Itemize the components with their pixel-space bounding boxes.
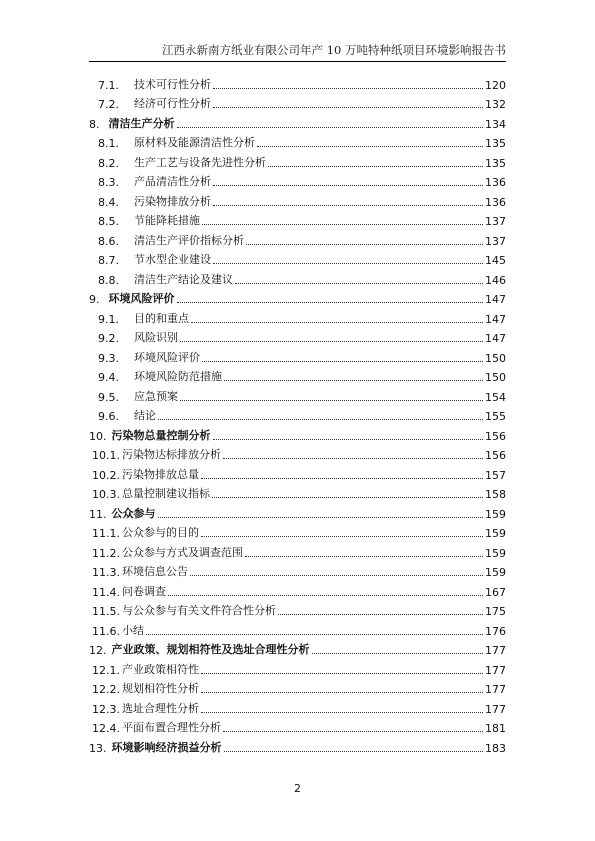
toc-section-entry[interactable]	[89, 404, 506, 424]
toc-entry-number: 12.1.	[92, 663, 120, 677]
toc-entry-page: 146	[485, 273, 506, 287]
toc-dot-leader	[201, 672, 483, 674]
toc-entry-page: 158	[485, 488, 506, 501]
toc-section-entry[interactable]	[89, 384, 506, 404]
toc-section-entry[interactable]	[89, 521, 506, 541]
toc-entry-title: 产业政策、规划相符性及选址合理性分析	[111, 643, 310, 656]
toc-entry-page: 181	[485, 722, 506, 735]
toc-entry-page: 159	[485, 507, 506, 521]
toc-section-entry[interactable]	[89, 618, 506, 638]
toc-entry-page: 175	[485, 605, 506, 618]
toc-entry-page: 176	[485, 624, 506, 638]
toc-entry-number: 8.5.	[98, 215, 119, 228]
toc-entry-number: 7.1.	[98, 78, 119, 92]
toc-section-entry[interactable]	[89, 92, 506, 112]
toc-entry-number: 11.6.	[92, 624, 120, 638]
toc-entry-number: 11.	[89, 507, 107, 521]
toc-entry-title: 环境风险防范措施	[134, 370, 222, 383]
toc-entry-page: 147	[485, 293, 506, 306]
toc-entry-title: 污染物排放分析	[134, 194, 211, 208]
toc-entry-page: 147	[485, 312, 506, 326]
toc-section-entry[interactable]	[89, 189, 506, 209]
toc-section-entry[interactable]	[89, 228, 506, 248]
toc-entry-number: 11.2.	[92, 546, 120, 560]
toc-section-entry[interactable]	[89, 72, 506, 92]
toc-dot-leader	[223, 730, 483, 732]
toc-entry-title: 清洁生产分析	[108, 116, 175, 130]
toc-entry-title: 目的和重点	[134, 311, 189, 325]
toc-dot-leader	[223, 457, 483, 459]
toc-section-entry[interactable]	[89, 209, 506, 229]
toc-section-entry[interactable]	[89, 326, 506, 346]
toc-dot-leader	[224, 750, 484, 752]
toc-entry-number: 9.3.	[98, 351, 119, 365]
toc-dot-leader	[177, 301, 484, 303]
toc-entry-title: 污染物达标排放分析	[122, 448, 221, 461]
toc-entry-title: 公众参与方式及调查范围	[122, 545, 243, 559]
toc-entry-page: 167	[485, 585, 506, 599]
toc-entry-page: 135	[485, 137, 506, 150]
toc-entry-number: 8.2.	[98, 156, 119, 170]
toc-entry-title: 环境影响经济损益分析	[111, 740, 222, 754]
toc-entry-number: 10.2.	[92, 468, 120, 482]
toc-entry-page: 156	[485, 449, 506, 462]
toc-section-entry[interactable]	[89, 131, 506, 151]
toc-entry-title: 小结	[122, 623, 144, 637]
toc-section-entry[interactable]	[89, 443, 506, 463]
toc-entry-title: 产业政策相符性	[122, 662, 199, 676]
toc-dot-leader	[202, 360, 483, 362]
toc-section-entry[interactable]	[89, 482, 506, 502]
toc-entry-title: 应急预案	[134, 389, 178, 403]
toc-entry-page: 147	[485, 332, 506, 345]
toc-section-entry[interactable]	[89, 150, 506, 170]
toc-chapter-entry[interactable]	[89, 638, 506, 658]
toc-entry-number: 9.6.	[98, 410, 119, 423]
page-number: 2	[294, 782, 301, 795]
toc-entry-title: 选址合理性分析	[122, 701, 199, 715]
toc-entry-number: 9.2.	[98, 332, 119, 345]
toc-dot-leader	[268, 165, 483, 167]
toc-entry-number: 9.4.	[98, 371, 119, 384]
toc-dot-leader	[246, 243, 483, 245]
toc-section-entry[interactable]	[89, 306, 506, 326]
toc-entry-title: 公众参与的目的	[122, 526, 199, 539]
toc-dot-leader	[213, 204, 483, 206]
toc-chapter-entry[interactable]	[89, 501, 506, 521]
toc-entry-title: 与公众参与有关文件符合性分析	[122, 604, 276, 617]
toc-section-entry[interactable]	[89, 599, 506, 619]
toc-dot-leader	[213, 184, 483, 186]
toc-section-entry[interactable]	[89, 267, 506, 287]
running-header: 江西永新南方纸业有限公司年产 10 万吨特种纸项目环境影响报告书	[89, 42, 506, 62]
toc-section-entry[interactable]	[89, 540, 506, 560]
toc-entry-page: 134	[485, 117, 506, 131]
toc-entry-number: 8.	[89, 117, 100, 131]
toc-entry-number: 9.	[89, 293, 100, 306]
toc-dot-leader	[180, 399, 483, 401]
toc-entry-number: 8.3.	[98, 176, 119, 189]
toc-dot-leader	[213, 106, 483, 108]
toc-entry-title: 经济可行性分析	[134, 97, 211, 110]
toc-dot-leader	[177, 126, 484, 128]
toc-dot-leader	[278, 613, 483, 615]
toc-entry-number: 10.3.	[92, 488, 120, 501]
toc-dot-leader	[212, 496, 483, 498]
toc-section-entry[interactable]	[89, 716, 506, 736]
toc-dot-leader	[201, 691, 483, 693]
toc-section-entry[interactable]	[89, 657, 506, 677]
toc-section-entry[interactable]	[89, 345, 506, 365]
toc-entry-title: 环境风险评价	[134, 350, 200, 364]
toc-dot-leader	[213, 87, 483, 89]
toc-entry-page: 137	[485, 234, 506, 248]
toc-entry-page: 159	[485, 566, 506, 579]
toc-entry-page: 137	[485, 215, 506, 228]
toc-section-entry[interactable]	[89, 462, 506, 482]
toc-entry-page: 145	[485, 254, 506, 267]
toc-entry-number: 8.6.	[98, 234, 119, 248]
toc-dot-leader	[201, 477, 483, 479]
toc-dot-leader	[201, 535, 483, 537]
toc-entry-title: 原材料及能源清洁性分析	[134, 136, 255, 149]
toc-entry-page: 156	[485, 429, 506, 443]
toc-entry-page: 159	[485, 527, 506, 540]
toc-entry-page: 159	[485, 546, 506, 560]
toc-dot-leader	[180, 340, 483, 342]
toc-entry-number: 9.5.	[98, 390, 119, 404]
toc-entry-title: 节能降耗措施	[134, 214, 200, 227]
toc-section-entry[interactable]	[89, 170, 506, 190]
toc-entry-page: 150	[485, 351, 506, 365]
toc-entry-title: 技术可行性分析	[134, 77, 211, 91]
toc-entry-number: 11.4.	[92, 585, 120, 599]
toc-entry-number: 8.4.	[98, 195, 119, 209]
toc-entry-title: 产品清洁性分析	[134, 175, 211, 188]
toc-dot-leader	[224, 379, 483, 381]
toc-section-entry[interactable]	[89, 365, 506, 385]
toc-dot-leader	[191, 321, 483, 323]
toc-entry-title: 总量控制建议指标	[122, 487, 210, 500]
toc-entry-title: 问卷调查	[122, 584, 166, 598]
toc-section-entry[interactable]	[89, 579, 506, 599]
toc-entry-number: 7.2.	[98, 98, 119, 111]
toc-entry-number: 11.3.	[92, 566, 120, 579]
toc-entry-title: 规划相符性分析	[122, 682, 199, 695]
toc-chapter-entry[interactable]	[89, 287, 506, 307]
toc-dot-leader	[158, 418, 483, 420]
toc-entry-page: 120	[485, 78, 506, 92]
toc-chapter-entry[interactable]	[89, 111, 506, 131]
table-of-contents	[89, 72, 506, 755]
toc-entry-number: 12.2.	[92, 683, 120, 696]
toc-entry-page: 177	[485, 702, 506, 716]
toc-entry-number: 8.7.	[98, 254, 119, 267]
toc-dot-leader	[202, 223, 483, 225]
toc-chapter-entry[interactable]	[89, 423, 506, 443]
toc-chapter-entry[interactable]	[89, 735, 506, 755]
toc-entry-title: 清洁生产评价指标分析	[134, 233, 244, 247]
toc-entry-number: 10.	[89, 429, 107, 443]
toc-entry-page: 177	[485, 644, 506, 657]
toc-entry-page: 183	[485, 741, 506, 755]
toc-dot-leader	[190, 574, 483, 576]
toc-entry-title: 污染物总量控制分析	[111, 428, 211, 442]
toc-dot-leader	[158, 516, 484, 518]
toc-entry-number: 12.3.	[92, 702, 120, 716]
toc-entry-title: 生产工艺与设备先进性分析	[134, 155, 266, 169]
toc-entry-page: 150	[485, 371, 506, 384]
toc-dot-leader	[146, 633, 483, 635]
toc-section-entry[interactable]	[89, 677, 506, 697]
toc-entry-number: 8.8.	[98, 273, 119, 287]
toc-entry-page: 136	[485, 176, 506, 189]
toc-entry-page: 154	[485, 390, 506, 404]
toc-entry-title: 环境信息公告	[122, 565, 188, 578]
toc-dot-leader	[312, 652, 484, 654]
toc-entry-title: 节水型企业建设	[134, 253, 211, 266]
toc-entry-title: 环境风险评价	[108, 292, 175, 305]
toc-entry-number: 11.1.	[92, 527, 120, 540]
toc-entry-number: 11.5.	[92, 605, 120, 618]
toc-entry-title: 清洁生产结论及建议	[134, 272, 233, 286]
toc-section-entry[interactable]	[89, 696, 506, 716]
toc-entry-number: 13.	[89, 741, 107, 755]
toc-entry-title: 结论	[134, 409, 156, 422]
toc-entry-number: 9.1.	[98, 312, 119, 326]
toc-entry-title: 污染物排放总量	[122, 467, 199, 481]
toc-entry-page: 177	[485, 663, 506, 677]
toc-entry-page: 132	[485, 98, 506, 111]
toc-section-entry[interactable]	[89, 560, 506, 580]
toc-entry-page: 155	[485, 410, 506, 423]
toc-dot-leader	[257, 145, 483, 147]
toc-section-entry[interactable]	[89, 248, 506, 268]
toc-entry-number: 12.	[89, 644, 107, 657]
toc-entry-number: 12.4.	[92, 722, 120, 735]
toc-entry-page: 136	[485, 195, 506, 209]
toc-entry-title: 公众参与	[111, 506, 156, 520]
toc-entry-page: 177	[485, 683, 506, 696]
toc-dot-leader	[235, 282, 483, 284]
toc-dot-leader	[245, 555, 483, 557]
toc-entry-title: 平面布置合理性分析	[122, 721, 221, 734]
toc-dot-leader	[213, 262, 483, 264]
toc-entry-number: 8.1.	[98, 137, 119, 150]
toc-dot-leader	[168, 594, 483, 596]
toc-entry-page: 157	[485, 468, 506, 482]
toc-dot-leader	[201, 711, 483, 713]
toc-entry-page: 135	[485, 156, 506, 170]
toc-dot-leader	[213, 438, 484, 440]
toc-entry-number: 10.1.	[92, 449, 120, 462]
toc-entry-title: 风险识别	[134, 331, 178, 344]
